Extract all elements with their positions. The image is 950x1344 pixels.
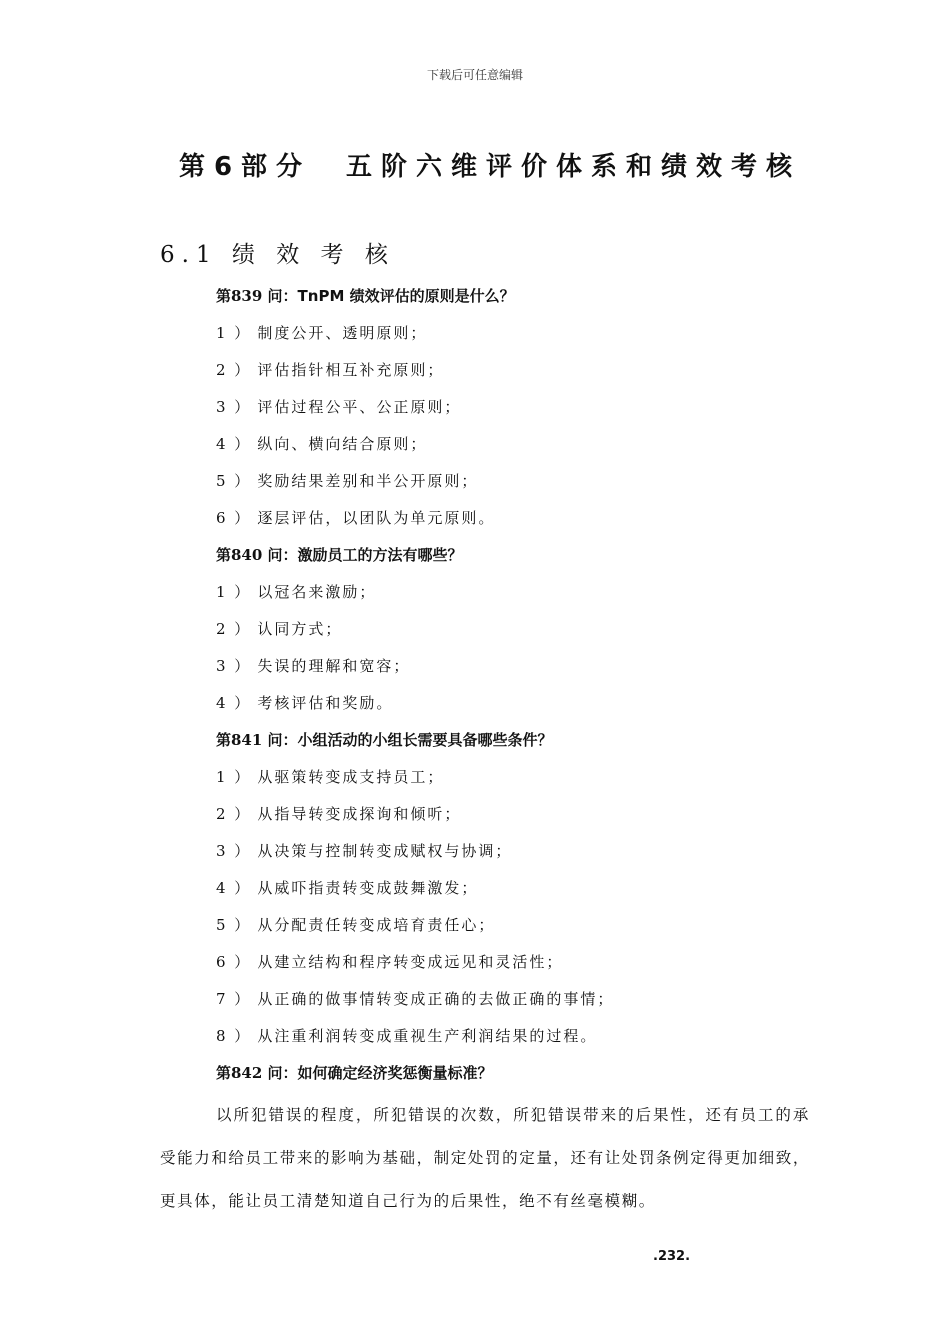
document-body bbox=[160, 278, 810, 1223]
question-number: 第842 bbox=[216, 1064, 263, 1082]
list-item-number: 6 ） bbox=[216, 953, 252, 971]
list-item-number: 1 ） bbox=[216, 768, 252, 786]
list-item bbox=[160, 611, 810, 648]
question-text: 问：TnPM 绩效评估的原则是什么？ bbox=[267, 287, 515, 305]
list-item-text: 认同方式； bbox=[257, 620, 343, 638]
list-item bbox=[160, 907, 810, 944]
list-item-text: 奖励结果差别和半公开原则； bbox=[257, 472, 479, 490]
list-item bbox=[160, 870, 810, 907]
question-number: 第840 bbox=[216, 546, 263, 564]
list-item bbox=[160, 315, 810, 352]
list-item-number: 4 ） bbox=[216, 435, 252, 453]
question-841 bbox=[160, 722, 810, 759]
question-839 bbox=[160, 278, 810, 315]
list-item-number: 2 ） bbox=[216, 805, 252, 823]
list-item-text: 从决策与控制转变成赋权与协调； bbox=[257, 842, 513, 860]
list-item-text: 评估过程公平、公正原则； bbox=[257, 398, 462, 416]
list-item-number: 6 ） bbox=[216, 509, 252, 527]
list-item-text: 逐层评估，以团队为单元原则。 bbox=[257, 509, 496, 527]
list-item bbox=[160, 833, 810, 870]
list-item bbox=[160, 389, 810, 426]
list-item bbox=[160, 648, 810, 685]
list-item-text: 制度公开、透明原则； bbox=[257, 324, 428, 342]
list-item-text: 从威吓指责转变成鼓舞激发； bbox=[257, 879, 479, 897]
list-item bbox=[160, 574, 810, 611]
list-item bbox=[160, 426, 810, 463]
list-item-text: 从指导转变成探询和倾听； bbox=[257, 805, 462, 823]
header-note: 下载后可任意编辑 bbox=[426, 68, 523, 82]
list-item-number: 5 ） bbox=[216, 472, 252, 490]
list-item-text: 从驱策转变成支持员工； bbox=[257, 768, 445, 786]
list-item bbox=[160, 981, 810, 1018]
list-item bbox=[160, 796, 810, 833]
list-item-text: 从注重利润转变成重视生产利润结果的过程。 bbox=[257, 1027, 598, 1045]
section-title: 6.1 绩 效 考 核 bbox=[160, 242, 395, 268]
list-item-number: 5 ） bbox=[216, 916, 252, 934]
list-item-text: 评估指针相互补充原则； bbox=[257, 361, 445, 379]
list-item-number: 1 ） bbox=[216, 324, 252, 342]
list-item-number: 3 ） bbox=[216, 842, 252, 860]
list-item bbox=[160, 944, 810, 981]
list-item-text: 从分配责任转变成培育责任心； bbox=[257, 916, 496, 934]
list-item bbox=[160, 685, 810, 722]
list-item-number: 3 ） bbox=[216, 657, 252, 675]
list-item bbox=[160, 759, 810, 796]
list-item-number: 2 ） bbox=[216, 620, 252, 638]
question-842 bbox=[160, 1055, 810, 1092]
list-item-text: 考核评估和奖励。 bbox=[257, 694, 394, 712]
question-text: 问：小组活动的小组长需要具备哪些条件？ bbox=[267, 731, 553, 749]
list-item-text: 以冠名来激励； bbox=[257, 583, 377, 601]
list-item bbox=[160, 352, 810, 389]
list-item-number: 4 ） bbox=[216, 879, 252, 897]
list-item-number: 1 ） bbox=[216, 583, 252, 601]
question-text: 问：激励员工的方法有哪些？ bbox=[267, 546, 463, 564]
list-item-text: 纵向、横向结合原则； bbox=[257, 435, 428, 453]
list-item-text: 从正确的做事情转变成正确的去做正确的事情； bbox=[257, 990, 615, 1008]
question-number: 第841 bbox=[216, 731, 263, 749]
list-item-number: 4 ） bbox=[216, 694, 252, 712]
question-text: 问：如何确定经济奖惩衡量标准？ bbox=[267, 1064, 493, 1082]
list-item bbox=[160, 463, 810, 500]
list-item bbox=[160, 500, 810, 537]
chapter-title: 第6部分 五阶六维评价体系和绩效考核 bbox=[178, 152, 802, 182]
question-number: 第839 bbox=[216, 287, 263, 305]
list-item bbox=[160, 1018, 810, 1055]
question-840 bbox=[160, 537, 810, 574]
list-item-number: 7 ） bbox=[216, 990, 252, 1008]
list-item-number: 2 ） bbox=[216, 361, 252, 379]
list-item-number: 8 ） bbox=[216, 1027, 252, 1045]
list-item-text: 失误的理解和宽容； bbox=[257, 657, 411, 675]
list-item-text: 从建立结构和程序转变成远见和灵活性； bbox=[257, 953, 564, 971]
answer-paragraph: 以所犯错误的程度，所犯错误的次数，所犯错误带来的后果性，还有员工的承受能力和给员工带来的影响为基础，制定处罚的定量，还有让处罚条例定得更加细致，更具体，能让员工清楚知道自己行为的后果性，绝不有丝毫模糊。 bbox=[160, 1106, 810, 1210]
list-item-number: 3 ） bbox=[216, 398, 252, 416]
page-number: .232. bbox=[653, 1249, 691, 1264]
